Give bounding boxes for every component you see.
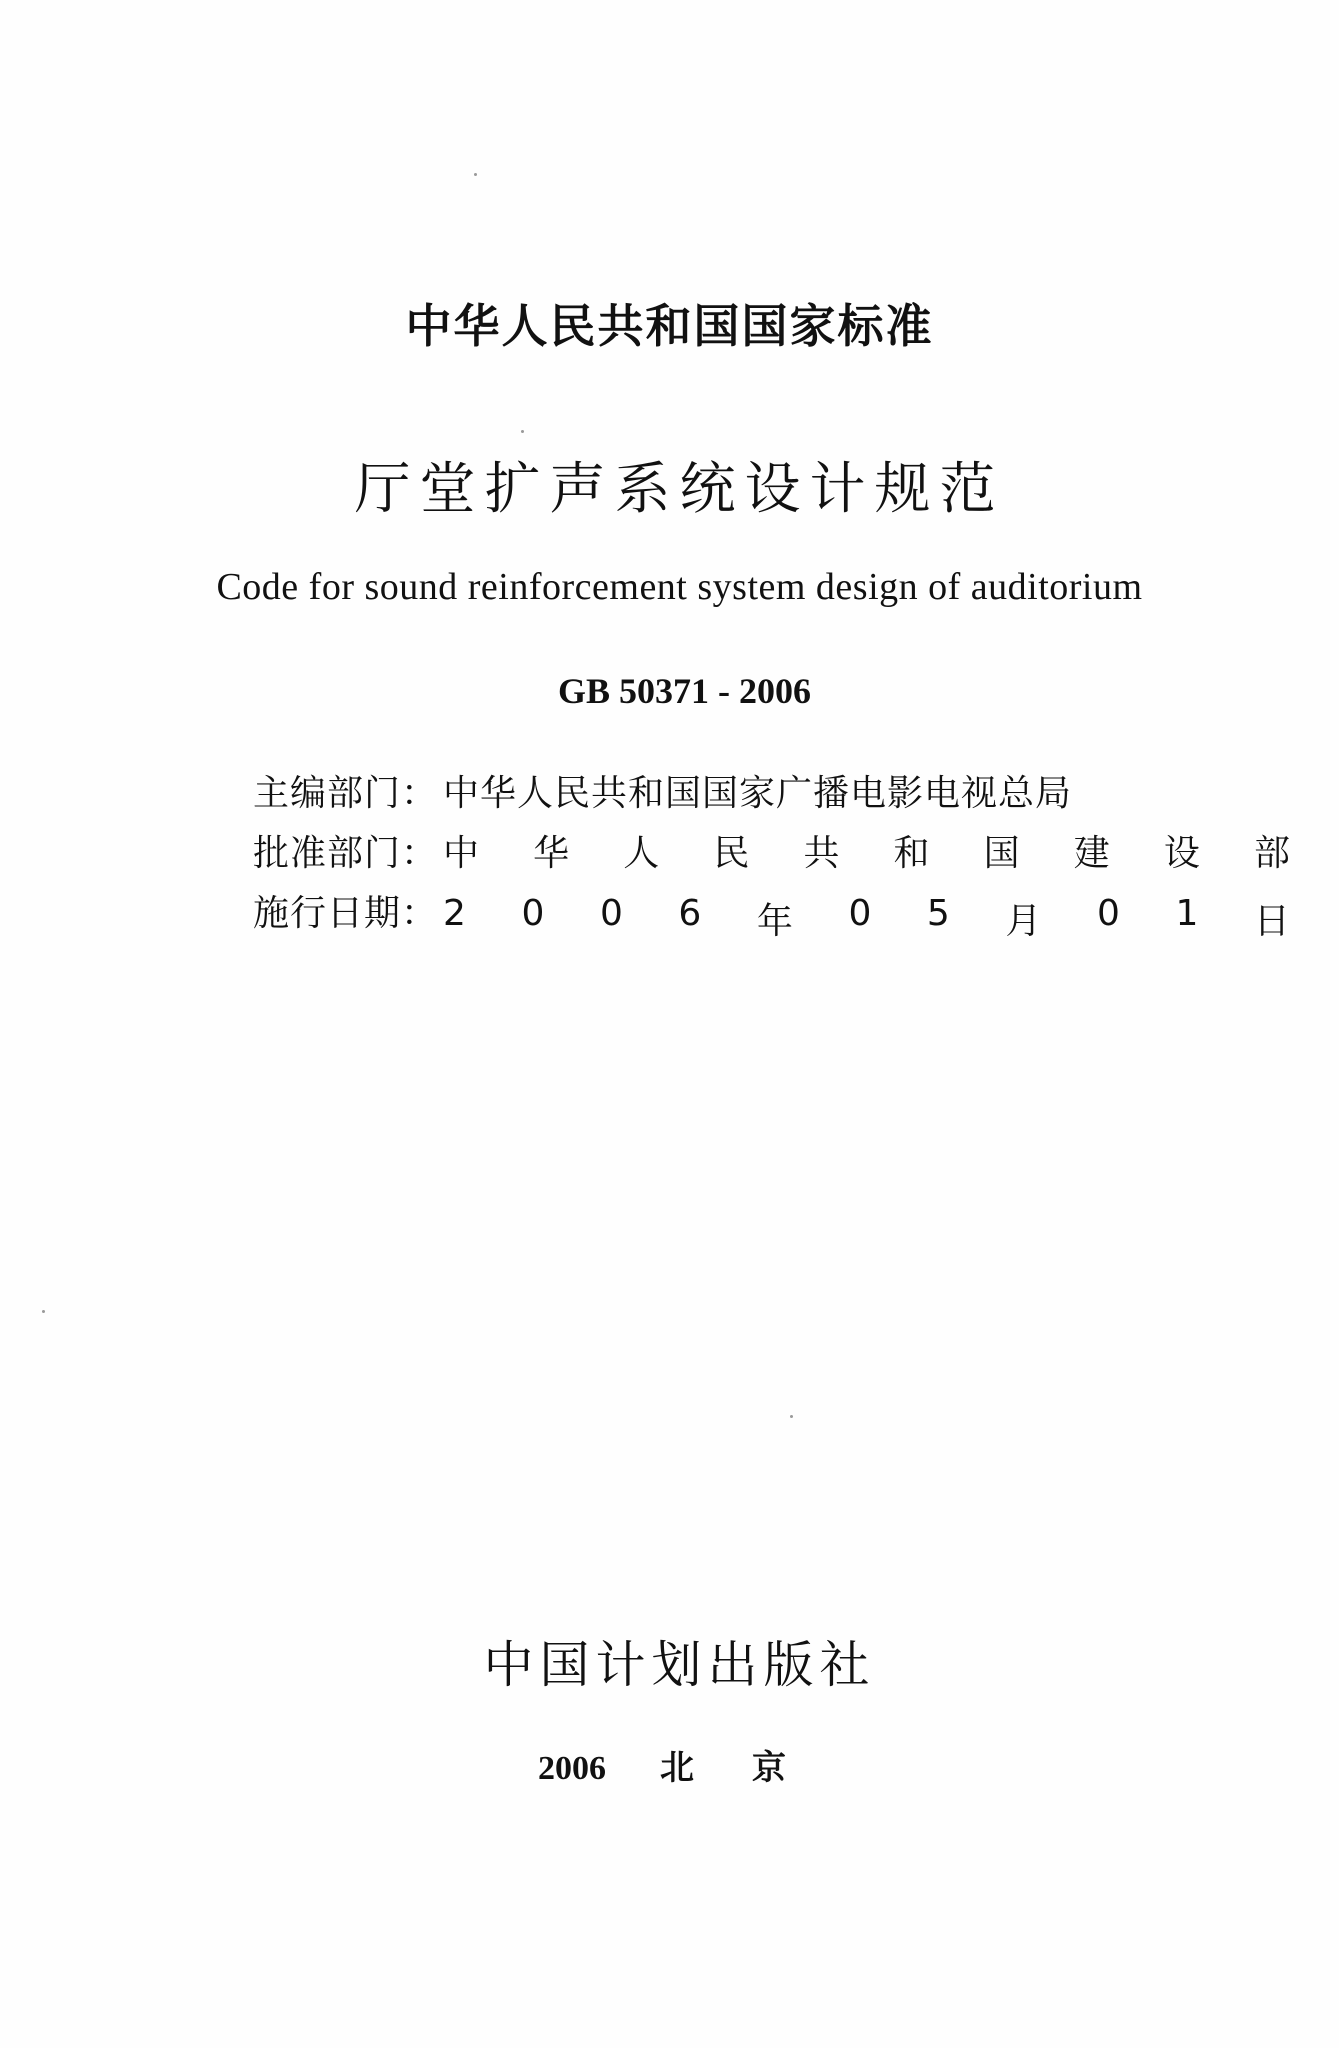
scan-speck: [42, 1310, 45, 1313]
document-title-chinese: 厅堂扩声系统设计规范: [354, 457, 1005, 522]
approver-char: 设: [1163, 833, 1201, 874]
meta-block: [253, 765, 1291, 945]
approver-value: [443, 825, 1291, 876]
scan-speck: [474, 173, 477, 176]
publisher-name: 中国计划出版社: [483, 1636, 876, 1694]
effective-date-char: 1: [1175, 893, 1200, 934]
effective-date-char: 5: [926, 893, 951, 934]
effective-date-char: 年: [756, 901, 794, 942]
effective-date-char: 2: [443, 893, 467, 934]
editor-value: 中华人民共和国国家广播电影电视总局: [443, 773, 1073, 814]
effective-date-char: 0: [599, 893, 624, 934]
approver-char: 人: [623, 833, 661, 874]
approver-label: 批准部门：: [253, 833, 439, 874]
approver-char: 中: [443, 833, 481, 874]
document-title-english: Code for sound reinforcement system design of auditorium: [216, 566, 1143, 608]
scan-speck: [521, 430, 524, 433]
scan-speck: [790, 1415, 793, 1418]
approver-char: 和: [893, 833, 931, 874]
effective-date-row: [253, 885, 1291, 945]
editor-row: [253, 765, 1291, 825]
publication-city: 北京: [660, 1748, 844, 1788]
approver-char: 华: [533, 833, 571, 874]
effective-date-char: 0: [1096, 893, 1121, 934]
approver-char: 建: [1073, 833, 1111, 874]
effective-date-char: 月: [1005, 901, 1043, 942]
effective-date-label: 施行日期：: [253, 893, 439, 934]
approver-char: 部: [1253, 833, 1291, 874]
publication-line: [538, 1740, 844, 1789]
standard-code: GB 50371 - 2006: [557, 671, 811, 711]
editor-label: 主编部门：: [253, 773, 439, 814]
effective-date-char: 6: [678, 893, 703, 934]
effective-date-char: 0: [521, 893, 546, 934]
approver-char: 民: [713, 833, 751, 874]
approver-char: 国: [983, 833, 1021, 874]
effective-date-char: 日: [1253, 901, 1291, 942]
approver-row: [253, 825, 1291, 885]
effective-date-value: [443, 893, 1291, 944]
effective-date-char: 0: [848, 893, 873, 934]
publication-year: 2006: [538, 1750, 606, 1787]
approver-char: 共: [803, 833, 841, 874]
national-standard-heading: 中华人民共和国国家标准: [405, 299, 934, 353]
